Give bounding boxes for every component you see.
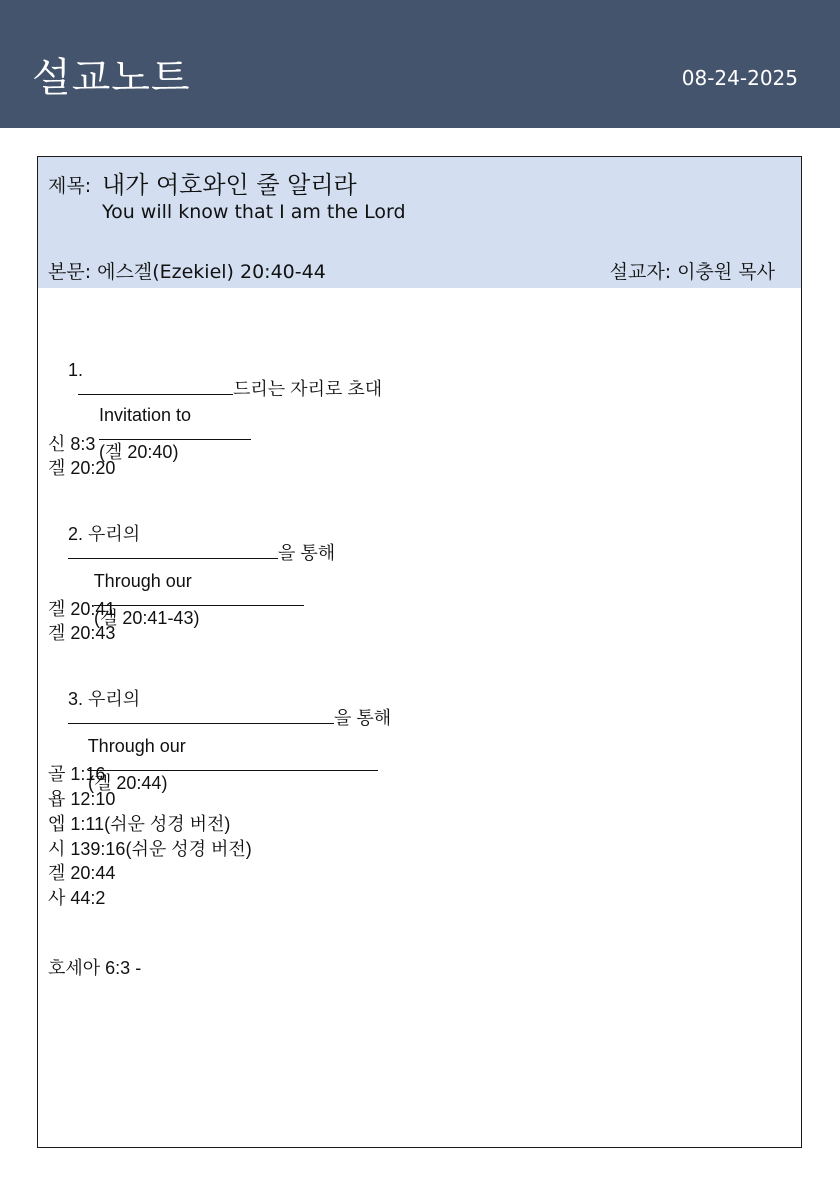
point-1-ref-1: 신 8:3 xyxy=(48,434,96,454)
note-sheet xyxy=(37,156,802,1148)
point-2-ref-2: 겔 20:43 xyxy=(48,623,116,643)
point-2-en-text: Through our xyxy=(93,571,192,591)
scripture-passage: 본문: 에스겔(Ezekiel) 20:40-44 xyxy=(48,261,326,283)
title-label: 제목: xyxy=(48,175,92,197)
point-3-ref-4: 시 139:16(쉬운 성경 버전) xyxy=(48,839,252,859)
closing-ref: 호세아 6:3 - xyxy=(48,958,142,978)
point-2-number: 2. 우리의 xyxy=(68,524,141,544)
point-1-ref-2: 겔 20:20 xyxy=(48,458,116,478)
point-3-ref-3: 엡 1:11(쉬운 성경 버전) xyxy=(48,814,231,834)
sermon-title-korean: 내가 여호와인 줄 알리라 xyxy=(102,171,357,199)
point-2-ref-1: 겔 20:41 xyxy=(48,599,116,619)
point-1-en-text: Invitation to xyxy=(99,405,192,425)
point-2-en-blank[interactable] xyxy=(94,590,304,606)
page-title: 설교노트 xyxy=(32,55,191,101)
sermon-date: 08-24-2025 xyxy=(681,66,798,90)
point-3-verse: (겔 20:44) xyxy=(88,773,168,793)
point-3-ko-text: 을 통해 xyxy=(334,708,392,728)
point-1-ko-text: 드리는 자리로 초대 xyxy=(233,379,383,399)
point-2-verse: (겔 20:41-43) xyxy=(94,608,200,628)
point-2-ko-text: 을 통해 xyxy=(278,543,336,563)
sermon-info-panel xyxy=(38,157,801,288)
point-3-ref-6: 사 44:2 xyxy=(48,888,106,908)
header-bar xyxy=(0,0,840,128)
point-3-ref-5: 겔 20:44 xyxy=(48,863,116,883)
point-1-verse: (겔 20:40) xyxy=(99,442,179,462)
point-3-en-blank[interactable] xyxy=(88,755,378,771)
sermon-title-english: You will know that I am the Lord xyxy=(102,201,406,223)
point-3-ref-1: 골 1:16 xyxy=(48,764,106,784)
preacher-name: 설교자: 이충원 목사 xyxy=(609,261,775,283)
point-1-number: 1. xyxy=(68,360,84,380)
point-3-ref-2: 욥 12:10 xyxy=(48,789,116,809)
point-1-en-blank[interactable] xyxy=(99,424,251,440)
point-3-en-text: Through our xyxy=(87,736,186,756)
point-3-number: 3. 우리의 xyxy=(68,689,141,709)
